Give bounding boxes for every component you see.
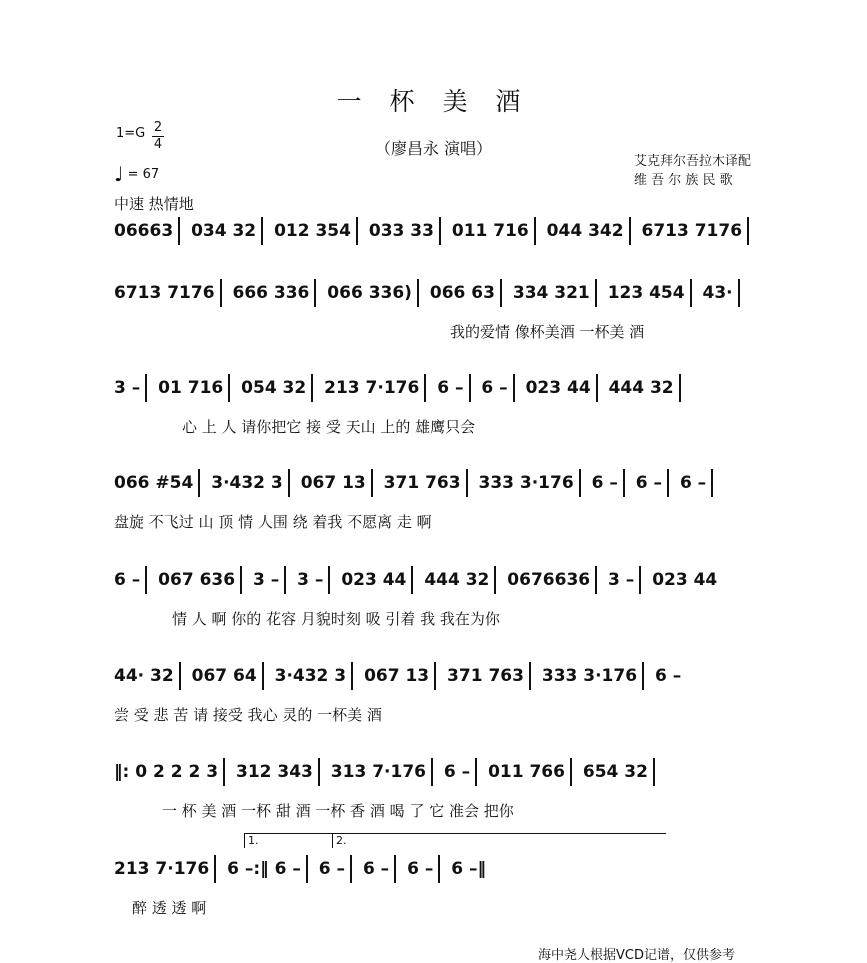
measure: 066 63 [429, 283, 495, 303]
bar-line [261, 217, 263, 245]
bar-line [439, 217, 441, 245]
measure: 213 7·176 [114, 859, 210, 879]
lyrics-row: 情 人 啊 你的 花容 月貌时刻 吸 引着 我 我在为你 [172, 610, 500, 628]
measure: 444 32 [608, 378, 674, 398]
bar-line [747, 217, 749, 245]
bar-line [679, 374, 681, 402]
measure: 011 716 [451, 221, 529, 241]
measure: 011 766 [488, 762, 565, 782]
measure: 054 32 [241, 378, 307, 398]
measure: 6 – [114, 570, 141, 590]
bar-line [214, 855, 216, 883]
bar-line [431, 758, 433, 786]
measure: 6 – [318, 859, 346, 879]
measure: 023 44 [652, 570, 718, 590]
bar-line [653, 758, 655, 786]
measure: 6 – [407, 859, 434, 879]
bar-line [438, 855, 440, 883]
tempo-value: = 67 [127, 167, 160, 182]
final-bar-line: ‖ [477, 859, 487, 879]
measure: 333 3·176 [541, 666, 638, 686]
lyrics-row: 醉 透 透 啊 [132, 899, 207, 917]
bar-line [469, 374, 471, 402]
measure: 43· [702, 283, 733, 303]
notation-row [114, 566, 717, 594]
bar-line [220, 279, 222, 307]
folk-song-credit: 维 吾 尔 族 民 歌 [634, 173, 733, 188]
time-signature [150, 120, 166, 153]
measure: 213 7·176 [324, 378, 420, 398]
measure: 067 64 [191, 666, 257, 686]
bar-line [500, 279, 502, 307]
measure: 334 321 [512, 283, 590, 303]
measure: 066 336) [327, 283, 412, 303]
measure: 012 354 [274, 221, 351, 241]
lyrics-row: 一 杯 美 酒 一杯 甜 酒 一杯 香 酒 喝 了 它 准会 把你 [162, 802, 514, 820]
bar-line [424, 374, 426, 402]
singer-credit: （廖昌永 演唱） [374, 139, 493, 158]
measure: 044 342 [546, 221, 624, 241]
bar-line [690, 279, 692, 307]
measure: 3 – [252, 570, 280, 590]
measure: 6 – [274, 859, 301, 879]
measure: 6 – [481, 378, 508, 398]
measure: 3 – [297, 570, 324, 590]
measure: 01 716 [158, 378, 224, 398]
staff-line-3 [114, 374, 764, 442]
measure: 333 3·176 [478, 473, 574, 493]
repeat-end-sign: :‖ [253, 859, 269, 879]
bar-line [623, 469, 625, 497]
measure: 067 13 [364, 666, 430, 686]
bar-line [328, 566, 330, 594]
bar-line [262, 662, 264, 690]
bar-line [228, 374, 230, 402]
measure: 654 32 [582, 762, 648, 782]
measure: 3 – [608, 570, 635, 590]
notation-row [114, 855, 486, 883]
measure: 6713 7176 [641, 221, 743, 241]
measure: 0 2 2 2 3 [135, 762, 219, 782]
measure: 3·432 3 [211, 473, 283, 493]
arrangement-credit [634, 152, 751, 190]
bar-line [223, 758, 225, 786]
measure: 666 336 [232, 283, 310, 303]
song-title: 一 杯 美 酒 [336, 87, 531, 116]
bar-line [198, 469, 200, 497]
lyrics-row: 心 上 人 请你把它 接 受 天山 上的 雄鹰只会 [182, 418, 476, 436]
time-signature-bottom: 4 [153, 137, 163, 152]
measure: 3 – [114, 378, 141, 398]
staff-line-5 [114, 566, 764, 634]
measure: 6 – [451, 859, 478, 879]
bar-line [145, 566, 147, 594]
bar-line [288, 469, 290, 497]
bar-line [306, 855, 308, 883]
translator-credit: 艾克拜尔吾拉木译配 [634, 154, 752, 169]
bar-line [595, 566, 597, 594]
measure: 313 7·176 [330, 762, 426, 782]
bar-line [596, 374, 598, 402]
bar-line [284, 566, 286, 594]
bar-line [738, 279, 740, 307]
measure: 371 763 [383, 473, 461, 493]
bar-line [513, 374, 515, 402]
measure: 033 33 [368, 221, 434, 241]
bar-line [178, 217, 180, 245]
notation-row [114, 758, 660, 786]
repeat-start-sign: ‖: [114, 762, 130, 782]
key-signature: 1=G [116, 126, 146, 141]
measure: 066 #54 [114, 473, 194, 493]
measure: 6 – [437, 378, 464, 398]
measure: 6 – [362, 859, 390, 879]
notation-row [114, 279, 745, 307]
bar-line [417, 279, 419, 307]
bar-line [529, 662, 531, 690]
measure: 44· 32 [114, 666, 174, 686]
lyrics-row: 我的爱情 像杯美酒 一杯美 酒 [450, 323, 645, 341]
expression-marking: 中速 热情地 [114, 195, 194, 213]
staff-line-2 [114, 279, 764, 347]
time-signature-top: 2 [153, 120, 163, 135]
bar-line [351, 662, 353, 690]
quarter-note-icon: ♩ [114, 162, 124, 186]
bar-line [318, 758, 320, 786]
measure: 6 – [679, 473, 707, 493]
notation-row [114, 374, 686, 402]
measure: 0676636 [507, 570, 591, 590]
measure: 067 636 [158, 570, 236, 590]
tempo-marking [114, 162, 159, 186]
bar-line [371, 469, 373, 497]
measure: 312 343 [235, 762, 313, 782]
measure: 034 32 [191, 221, 257, 241]
second-ending-bracket: 2. [332, 833, 666, 848]
bar-line [534, 217, 536, 245]
bar-line [579, 469, 581, 497]
measure: 6 – [227, 859, 254, 879]
bar-line [311, 374, 313, 402]
measure: 067 13 [300, 473, 366, 493]
staff-line-4 [114, 469, 764, 537]
lyrics-row: 尝 受 悲 苦 请 接受 我心 灵的 一杯美 酒 [114, 706, 382, 724]
bar-line [642, 662, 644, 690]
measure: 023 44 [341, 570, 407, 590]
staff-line-8 [114, 834, 764, 923]
staff-line-6 [114, 662, 764, 730]
measure: 6 – [654, 666, 682, 686]
bar-line [475, 758, 477, 786]
bar-line [434, 662, 436, 690]
staff-line-1 [114, 217, 764, 285]
measure: 6 – [591, 473, 618, 493]
measure: 6 – [635, 473, 663, 493]
bar-line [629, 217, 631, 245]
measure: 123 454 [607, 283, 685, 303]
bar-line [356, 217, 358, 245]
measure: 06663 [114, 221, 174, 241]
transcription-note: 海中尧人根据VCD记谱，仅供参考 [538, 948, 735, 963]
measure: 6713 7176 [114, 283, 215, 303]
first-ending-bracket: 1. [244, 833, 448, 848]
notation-row [114, 217, 754, 245]
bar-line [667, 469, 669, 497]
notation-row [114, 469, 718, 497]
measure: 3·432 3 [274, 666, 347, 686]
bar-line [595, 279, 597, 307]
bar-line [394, 855, 396, 883]
lyrics-row: 盘旋 不飞过 山 顶 情 人围 绕 着我 不愿离 走 啊 [114, 513, 432, 531]
bar-line [179, 662, 181, 690]
notation-row [114, 662, 681, 690]
bar-line [466, 469, 468, 497]
bar-line [711, 469, 713, 497]
bar-line [411, 566, 413, 594]
bar-line [350, 855, 352, 883]
measure: 371 763 [447, 666, 524, 686]
measure: 6 – [443, 762, 471, 782]
bar-line [570, 758, 572, 786]
measure: 444 32 [424, 570, 490, 590]
bar-line [314, 279, 316, 307]
bar-line [145, 374, 147, 402]
bar-line [639, 566, 641, 594]
bar-line [494, 566, 496, 594]
measure: 023 44 [525, 378, 591, 398]
staff-line-7 [114, 758, 764, 826]
bar-line [240, 566, 242, 594]
